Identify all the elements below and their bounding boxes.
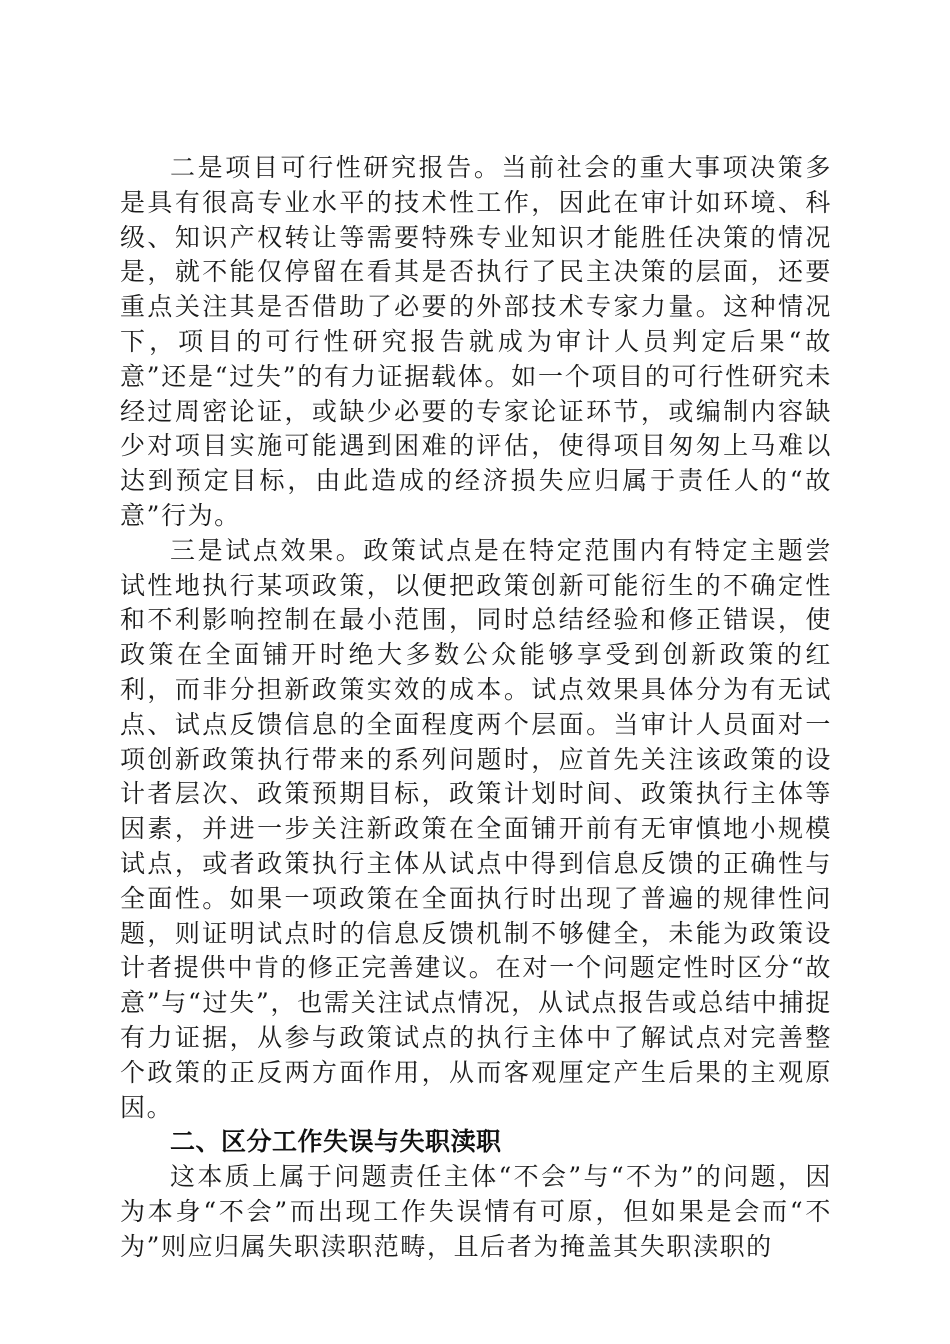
document-body (120, 151, 832, 1265)
section-heading: 二、区分工作失误与失职渎职 (170, 1127, 502, 1157)
paragraph-section-intro: 这本质上属于问题责任主体“不会”与“不为”的问题，因为本身“不会”而出现工作失误情有可原，但如果是会而“不为”则应归属失职渎职范畴，且后者为掩盖其失职渎职的 (120, 1162, 832, 1261)
paragraph-pilot-effect: 三是试点效果。政策试点是在特定范围内有特定主题尝试性地执行某项政策，以便把政策创新可能衍生的不确定性和不利影响控制在最小范围，同时总结经验和修正错误，使政策在全面铺开时绝大多数公众能够享受到创新政策的红利，而非分担新政策实效的成本。试点效果具体分为有无试点、试点反馈信息的全面程度两个层面。当审计人员面对一项创新政策执行带来的系列问题时，应首先关注该政策的设计者层次、政策预期目标，政策计划时间、政策执行主体等因素，并进一步关注新政策在全面铺开前有无审慎地小规模试点，或者政策执行主体从试点中得到信息反馈的正确性与全面性。如果一项政策在全面执行时出现了普遍的规律性问题，则证明试点时的信息反馈机制不够健全，未能为政策设计者提供中肯的修正完善建议。在对一个问题定性时区分“故意”与“过失”，也需关注试点情况，从试点报告或总结中捕捉有力证据，从参与政策试点的执行主体中了解试点对完善整个政策的正反两方面作用，从而客观厘定产生后果的主观原因。 (120, 535, 832, 1122)
paragraph-feasibility-report: 二是项目可行性研究报告。当前社会的重大事项决策多是具有很高专业水平的技术性工作，因此在审计如环境、科级、知识产权转让等需要特殊专业知识才能胜任决策的情况是，就不能仅停留在看其是否执行了民主决策的层面，还要重点关注其是否借助了必要的外部技术专家力量。这种情况下，项目的可行性研究报告就成为审计人员判定后果“故意”还是“过失”的有力证据载体。如一个项目的可行性研究未经过周密论证，或缺少必要的专家论证环节，或编制内容缺少对项目实施可能遇到困难的评估，使得项目匆匆上马难以达到预定目标，由此造成的经济损失应归属于责任人的“故意”行为。 (120, 153, 832, 530)
